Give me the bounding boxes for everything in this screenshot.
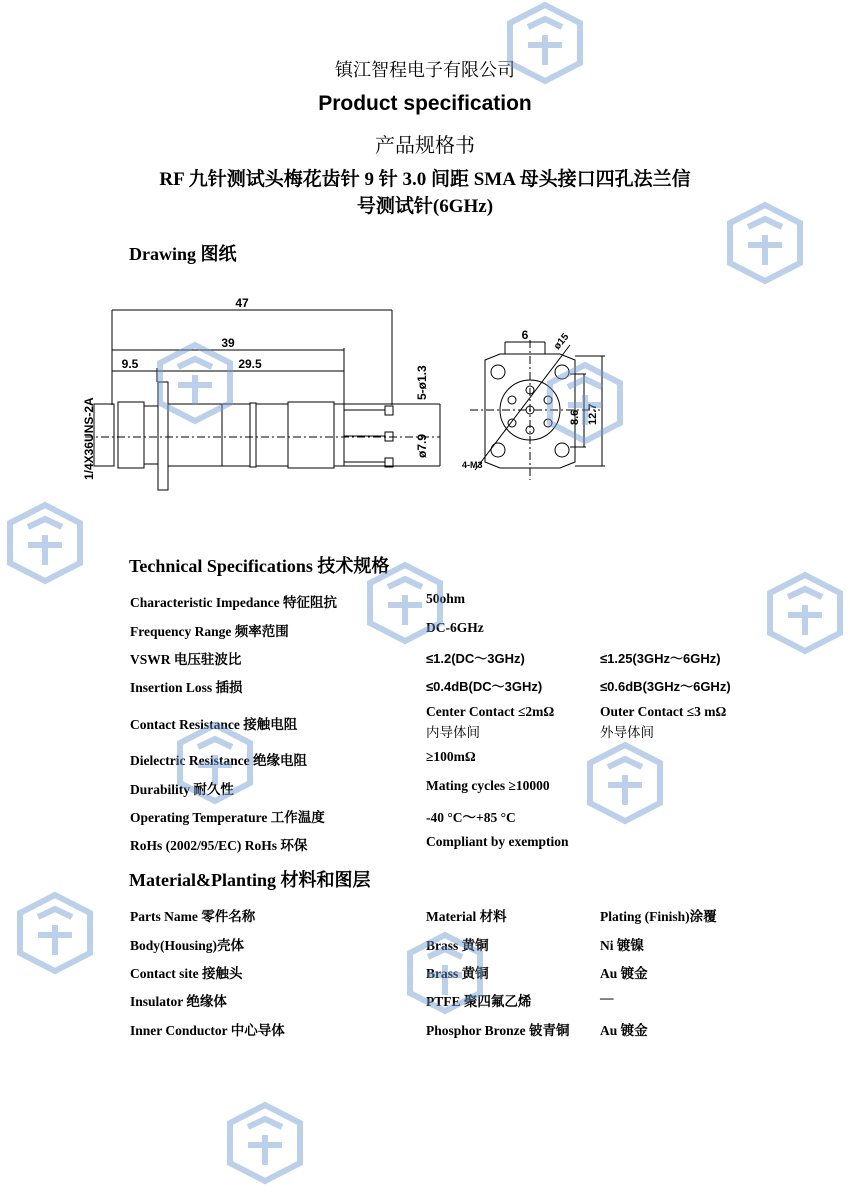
- part-name: Contact site 接触头: [130, 966, 243, 981]
- spec-value: DC-6GHz: [426, 620, 484, 635]
- spec-label: Insertion Loss 插损: [130, 680, 243, 695]
- dim-6: 6: [521, 328, 529, 342]
- spec-value: [426, 701, 554, 743]
- dim-29-5: 29.5: [238, 357, 262, 371]
- dim-12-7: 12.7: [587, 403, 599, 425]
- dim-15: ø15: [551, 331, 572, 352]
- spec-value: Compliant by exemption: [426, 834, 569, 849]
- dim-holes: 4-M3: [462, 460, 483, 470]
- material: Phosphor Bronze 铍青铜: [426, 1023, 570, 1038]
- dim-diameter: ø7.9: [415, 433, 429, 458]
- watermark-logo: [10, 890, 100, 985]
- spec-label: VSWR 电压驻波比: [130, 652, 242, 667]
- spec-value: ≥100mΩ: [426, 749, 476, 764]
- drawing-heading: Drawing 图纸: [129, 244, 237, 264]
- material: Brass 黄铜: [426, 966, 489, 981]
- spec-label: Dielectric Resistance 绝缘电阻: [130, 753, 307, 768]
- spec-value: 50ohm: [426, 591, 466, 606]
- product-name-line1: RF 九针测试头梅花齿针 9 针 3.0 间距 SMA 母头接口四孔法兰信: [159, 169, 691, 190]
- tech-spec-heading: Technical Specifications 技术规格: [129, 556, 390, 576]
- part-name: Body(Housing)壳体: [130, 938, 245, 953]
- spec-value: ≤0.4dB(DC～3GHz): [426, 679, 543, 694]
- watermark-logo: [0, 500, 90, 595]
- watermark-logo: [760, 570, 850, 665]
- spec-label: Frequency Range 频率范围: [130, 624, 289, 639]
- plating: Ni 镀镍: [600, 938, 644, 953]
- watermark-logo: [580, 740, 670, 835]
- company-name: 镇江智程电子有限公司: [335, 60, 515, 80]
- document-title: Product specification: [318, 92, 532, 115]
- technical-drawing: [80, 290, 820, 510]
- outer-contact-cn: 外导体间: [600, 725, 654, 740]
- spec-value: -40 °C～+85 °C: [426, 810, 516, 825]
- center-contact: Center Contact ≤2mΩ: [426, 704, 555, 719]
- material: Brass 黄铜: [426, 938, 489, 953]
- dim-pins: 5-ø1.3: [415, 365, 429, 400]
- material: Material 材料: [426, 909, 507, 924]
- document-subtitle: 产品规格书: [375, 135, 475, 157]
- watermark-logo: [220, 1100, 310, 1195]
- part-name: Parts Name 零件名称: [130, 909, 256, 924]
- plating: Plating (Finish)涂覆: [600, 909, 717, 924]
- dim-47: 47: [235, 296, 249, 310]
- material: PTFE 聚四氟乙烯: [426, 994, 532, 1009]
- part-name: Inner Conductor 中心导体: [130, 1023, 285, 1038]
- spec-label: Contact Resistance 接触电阻: [130, 717, 298, 732]
- plating: Au 镀金: [600, 1023, 648, 1038]
- center-contact-cn: 内导体间: [426, 725, 480, 740]
- spec-value-2: ≤1.25(3GHz～6GHz): [600, 651, 721, 666]
- material-heading: Material&Planting 材料和图层: [129, 870, 371, 890]
- outer-contact: Outer Contact ≤3 mΩ: [600, 704, 727, 719]
- dim-9-5: 9.5: [121, 357, 139, 371]
- spec-label: RoHs (2002/95/EC) RoHs 环保: [130, 838, 308, 853]
- dim-8-6: 8.6: [569, 409, 581, 425]
- spec-value-2: [600, 701, 726, 743]
- spec-label: Durability 耐久性: [130, 782, 234, 797]
- plating: Au 镀金: [600, 966, 648, 981]
- dim-39: 39: [221, 336, 235, 350]
- spec-value-2: ≤0.6dB(3GHz～6GHz): [600, 679, 731, 694]
- plating: —: [600, 990, 614, 1005]
- product-name: [0, 166, 850, 220]
- product-name-line2: 号测试针(6GHz): [356, 196, 494, 217]
- dim-thread: 1/4X36UNS-2A: [82, 397, 96, 480]
- spec-value: Mating cycles ≥10000: [426, 778, 550, 793]
- spec-label: Operating Temperature 工作温度: [130, 810, 325, 825]
- spec-value: ≤1.2(DC～3GHz): [426, 651, 525, 666]
- spec-label: Characteristic Impedance 特征阻抗: [130, 595, 337, 610]
- part-name: Insulator 绝缘体: [130, 994, 227, 1009]
